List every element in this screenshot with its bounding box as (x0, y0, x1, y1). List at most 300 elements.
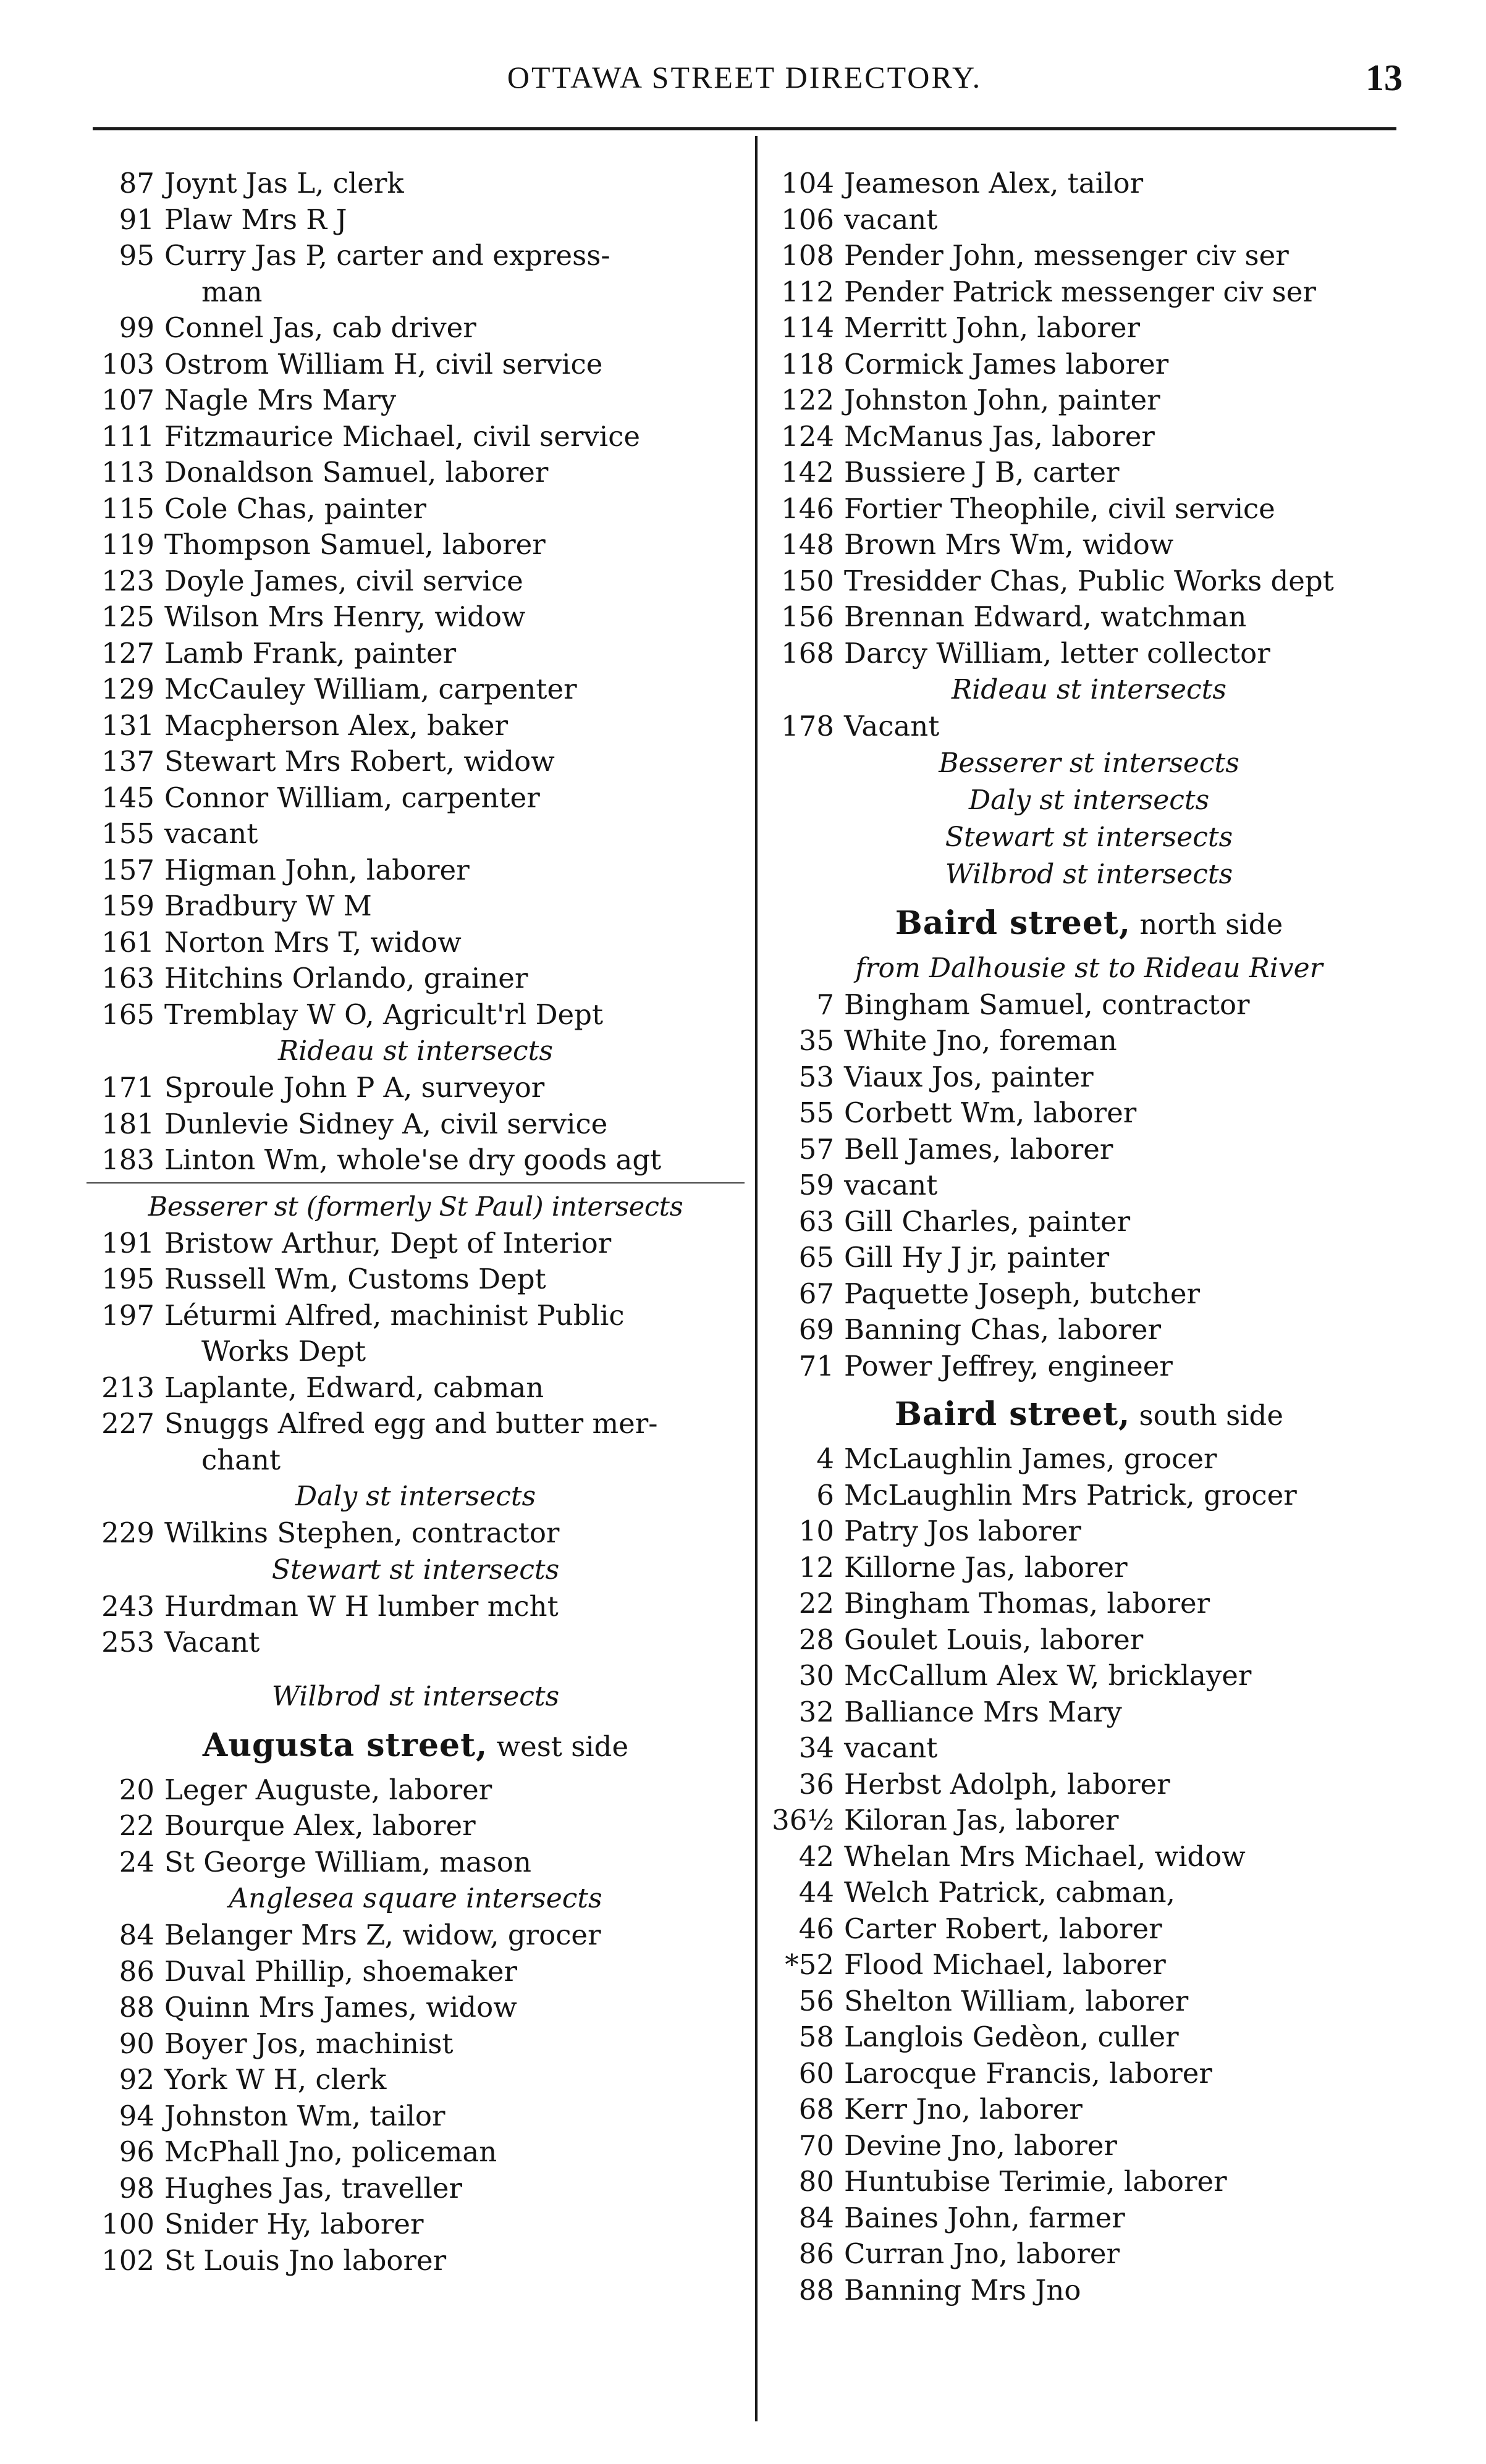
resident-entry: man (201, 275, 263, 308)
directory-entry (87, 997, 745, 1033)
directory-entry (766, 1023, 1412, 1059)
section-rule (87, 1182, 745, 1184)
house-number: *52 (785, 1948, 834, 1981)
directory-entry (766, 1802, 1412, 1839)
house-number: 145 (101, 781, 154, 814)
resident-entry: Higman John, laborer (164, 853, 470, 886)
house-number: 168 (781, 636, 834, 670)
house-number: 119 (101, 528, 154, 561)
directory-entry (766, 1059, 1412, 1096)
house-number: 213 (101, 1371, 154, 1404)
directory-entry (87, 347, 745, 383)
house-number: 114 (781, 311, 834, 344)
directory-entry (766, 1095, 1412, 1132)
resident-entry: Works Dept (201, 1335, 366, 1368)
house-number: 124 (781, 419, 834, 453)
directory-entry (87, 1406, 745, 1442)
house-number: 42 (798, 1840, 834, 1873)
resident-entry: McManus Jas, laborer (844, 419, 1155, 453)
house-number: 104 (781, 167, 834, 200)
resident-entry: Nagle Mrs Mary (164, 384, 397, 416)
directory-entry (87, 1589, 745, 1625)
intersects-note: from Dalhousie st to Rideau River (855, 952, 1323, 984)
directory-entry (766, 202, 1412, 238)
intersects-note: Daly st intersects (968, 784, 1210, 816)
house-number: 56 (798, 1984, 834, 2017)
resident-entry: Gill Hy J jr, painter (844, 1241, 1110, 1274)
house-number: 68 (798, 2093, 834, 2126)
resident-entry: Tremblay W O, Agricult'rl Dept (164, 998, 604, 1031)
directory-entry (766, 709, 1412, 745)
resident-entry: Norton Mrs T, widow (164, 925, 462, 959)
directory-entry (87, 636, 745, 672)
directory-entry (766, 2056, 1412, 2092)
intersects-note: Anglesea square intersects (229, 1883, 602, 1914)
resident-entry: Viaux Jos, painter (844, 1060, 1094, 1093)
spacer (87, 1661, 745, 1678)
house-number: 34 (798, 1731, 834, 1764)
resident-entry: McCallum Alex W, bricklayer (844, 1659, 1252, 1692)
directory-entry (766, 491, 1412, 528)
resident-entry: St Louis Jno laborer (164, 2243, 447, 2277)
house-number: 36 (798, 1767, 834, 1801)
directory-entry (766, 382, 1412, 419)
resident-entry: Jeameson Alex, tailor (844, 167, 1144, 200)
house-number: 115 (101, 492, 154, 525)
resident-entry: McLaughlin James, grocer (844, 1442, 1217, 1475)
house-number: 57 (798, 1132, 834, 1166)
directory-entry (766, 2273, 1412, 2309)
house-number: 183 (101, 1143, 154, 1176)
resident-entry: Ostrom William H, civil service (164, 347, 603, 381)
resident-entry: Whelan Mrs Michael, widow (844, 1840, 1246, 1873)
street-side: south side (1130, 1399, 1283, 1432)
directory-entry (766, 2164, 1412, 2200)
house-number: 7 (816, 988, 834, 1021)
resident-entry: Connel Jas, cab driver (164, 311, 476, 344)
directory-entry (87, 2243, 745, 2279)
house-number: 146 (781, 492, 834, 525)
resident-entry: Boyer Jos, machinist (164, 2027, 454, 2060)
house-number: 80 (798, 2165, 834, 2198)
resident-entry: Paquette Joseph, butcher (844, 1277, 1201, 1310)
resident-entry: Hitchins Orlando, grainer (164, 962, 528, 994)
resident-entry: Bristow Arthur, Dept of Interior (164, 1226, 612, 1259)
resident-entry: Hughes Jas, traveller (164, 2171, 463, 2205)
directory-entry (766, 636, 1412, 672)
directory-entry (87, 166, 745, 202)
house-number: 156 (781, 600, 834, 633)
directory-entry (87, 310, 745, 347)
directory-entry (766, 310, 1412, 347)
right-column (766, 166, 1412, 2308)
directory-entry (766, 1622, 1412, 1659)
directory-entry (766, 1312, 1412, 1348)
resident-entry: Shelton William, laborer (844, 1984, 1189, 2017)
intersects-note: Wilbrod st intersects (945, 858, 1233, 890)
resident-entry: Wilson Mrs Henry, widow (164, 600, 526, 633)
directory-entry (87, 455, 745, 491)
directory-entry (87, 961, 745, 997)
house-number: 6 (816, 1478, 834, 1512)
directory-entry (766, 599, 1412, 636)
directory-entry (87, 238, 745, 274)
directory-entry (87, 1772, 745, 1809)
directory-entry (766, 1167, 1412, 1204)
directory-entry (87, 1142, 745, 1179)
directory-entry (87, 1844, 745, 1881)
resident-entry: Snider Hy, laborer (164, 2208, 424, 2240)
directory-entry (766, 2019, 1412, 2056)
directory-entry (766, 1478, 1412, 1514)
resident-entry: Langlois Gedèon, culler (844, 2020, 1179, 2053)
house-number: 96 (119, 2135, 154, 2168)
house-number: 171 (101, 1071, 154, 1104)
resident-entry: Donaldson Samuel, laborer (164, 456, 549, 489)
directory-entry (87, 1070, 745, 1106)
resident-entry: Russell Wm, Customs Dept (164, 1263, 546, 1295)
house-number: 46 (798, 1912, 834, 1945)
house-number: 60 (798, 2056, 834, 2090)
resident-entry: Bingham Thomas, laborer (844, 1587, 1210, 1620)
intersects-note: Rideau st intersects (278, 1035, 553, 1067)
directory-entry (87, 274, 745, 311)
resident-entry: Thompson Samuel, laborer (164, 528, 546, 561)
house-number: 30 (798, 1659, 834, 1692)
house-number: 100 (101, 2208, 154, 2240)
directory-entry (87, 202, 745, 238)
house-number: 106 (781, 203, 834, 236)
house-number: 92 (119, 2063, 154, 2096)
resident-entry: Curran Jno, laborer (844, 2237, 1120, 2270)
intersects-note: Besserer st (formerly St Paul) intersects (148, 1191, 683, 1222)
resident-entry: Plaw Mrs R J (164, 203, 347, 236)
directory-entry (766, 1911, 1412, 1948)
directory-entry (87, 852, 745, 889)
resident-entry: chant (201, 1443, 281, 1476)
directory-entry (87, 1515, 745, 1552)
house-number: 55 (798, 1096, 834, 1129)
resident-entry: Kerr Jno, laborer (844, 2093, 1083, 2126)
house-number: 107 (101, 384, 154, 416)
resident-entry: Macpherson Alex, baker (164, 709, 509, 742)
house-number: 125 (101, 600, 154, 633)
directory-entry (766, 2200, 1412, 2237)
directory-entry (87, 2206, 745, 2243)
resident-entry: Vacant (844, 710, 940, 742)
intersects-note: Besserer st intersects (939, 747, 1239, 779)
directory-entry (87, 2134, 745, 2171)
directory-entry (87, 491, 745, 528)
house-number: 108 (781, 239, 834, 272)
resident-entry: Duval Phillip, shoemaker (164, 1954, 517, 1988)
house-number: 67 (798, 1277, 834, 1310)
house-number: 88 (119, 1991, 154, 2024)
street-side: north side (1131, 907, 1283, 941)
resident-entry: Herbst Adolph, laborer (844, 1767, 1170, 1801)
house-number: 86 (119, 1954, 154, 1988)
resident-entry: Leger Auguste, laborer (164, 1773, 492, 1806)
page-title: OTTAWA STREET DIRECTORY. (507, 60, 982, 95)
intersects-note: Stewart st intersects (945, 821, 1233, 853)
resident-entry: Brown Mrs Wm, widow (844, 528, 1174, 561)
directory-entry (766, 238, 1412, 274)
directory-entry (87, 708, 745, 744)
house-number: 98 (119, 2171, 154, 2205)
directory-entry (87, 816, 745, 852)
resident-entry: Pender John, messenger civ ser (844, 239, 1289, 272)
house-number: 91 (119, 203, 154, 236)
resident-entry: York W H, clerk (164, 2063, 387, 2096)
directory-entry (87, 2026, 745, 2062)
house-number: 111 (101, 419, 154, 453)
street-heading (766, 897, 1412, 950)
resident-entry: Sproule John P A, surveyor (164, 1071, 545, 1104)
directory-entry (87, 1334, 745, 1370)
directory-entry (766, 987, 1412, 1024)
directory-entry (87, 1261, 745, 1298)
directory-entry (766, 166, 1412, 202)
directory-entry (87, 2098, 745, 2135)
house-number: 4 (816, 1442, 834, 1475)
resident-entry: Carter Robert, laborer (844, 1912, 1162, 1945)
house-number: 227 (101, 1407, 154, 1440)
directory-entry (87, 888, 745, 925)
directory-entry (87, 2171, 745, 2207)
intersects-note: Rideau st intersects (952, 674, 1226, 705)
resident-entry: Wilkins Stephen, contractor (164, 1516, 560, 1549)
house-number: 95 (119, 239, 154, 272)
street-heading (766, 1388, 1412, 1441)
directory-entry (766, 1767, 1412, 1803)
directory-entry (766, 1839, 1412, 1875)
directory-entry (87, 2062, 745, 2098)
house-number: 127 (101, 636, 154, 670)
house-number: 88 (798, 2273, 834, 2306)
house-number: 20 (119, 1773, 154, 1806)
column-divider (755, 136, 758, 2421)
resident-entry: Fortier Theophile, civil service (844, 492, 1275, 525)
resident-entry: Hurdman W H lumber mcht (164, 1589, 559, 1623)
resident-entry: Curry Jas P, carter and express- (164, 239, 610, 272)
house-number: 36½ (772, 1804, 834, 1836)
house-number: 84 (119, 1919, 154, 1951)
house-number: 87 (119, 167, 154, 200)
house-number: 118 (781, 347, 834, 381)
resident-entry: vacant (844, 1731, 938, 1764)
resident-entry: Vacant (164, 1626, 260, 1659)
directory-entry (766, 1586, 1412, 1622)
house-number: 112 (781, 275, 834, 308)
house-number: 142 (781, 456, 834, 489)
house-number: 103 (101, 347, 154, 381)
page-number: 13 (1366, 57, 1403, 98)
directory-entry (766, 1550, 1412, 1586)
house-number: 159 (101, 889, 154, 922)
resident-entry: Banning Chas, laborer (844, 1313, 1162, 1346)
resident-entry: Larocque Francis, laborer (844, 2056, 1212, 2090)
directory-entry (766, 1276, 1412, 1313)
directory-entry (766, 455, 1412, 491)
house-number: 122 (781, 384, 834, 416)
house-number: 150 (781, 564, 834, 597)
house-number: 90 (119, 2027, 154, 2060)
resident-entry: vacant (844, 1169, 938, 1201)
street-name: Baird street, (895, 904, 1131, 942)
directory-entry (87, 599, 745, 636)
directory-entry (766, 1513, 1412, 1550)
resident-entry: Balliance Mrs Mary (844, 1695, 1122, 1728)
street-name: Baird street, (894, 1395, 1131, 1433)
house-number: 229 (101, 1516, 154, 1549)
house-number: 155 (101, 817, 154, 850)
resident-entry: St George William, mason (164, 1845, 531, 1878)
house-number: 70 (798, 2129, 834, 2162)
directory-entry (766, 2128, 1412, 2164)
house-number: 181 (101, 1107, 154, 1140)
directory-entry (766, 1947, 1412, 1983)
house-number: 197 (101, 1298, 154, 1332)
directory-entry (766, 274, 1412, 311)
resident-entry: McPhall Jno, policeman (164, 2135, 497, 2168)
house-number: 129 (101, 673, 154, 705)
street-name: Augusta street, (202, 1726, 488, 1764)
directory-entry (87, 1625, 745, 1661)
house-number: 163 (101, 962, 154, 994)
resident-entry: Power Jeffrey, engineer (844, 1349, 1173, 1382)
directory-entry (87, 1808, 745, 1844)
resident-entry: Goulet Louis, laborer (844, 1623, 1144, 1656)
resident-entry: Johnston Wm, tailor (164, 2099, 445, 2132)
directory-entry (87, 1298, 745, 1334)
intersects-note: Stewart st intersects (271, 1554, 560, 1586)
resident-entry: Bourque Alex, laborer (164, 1809, 476, 1842)
directory-entry (766, 347, 1412, 383)
resident-entry: Merritt John, laborer (844, 311, 1141, 344)
resident-entry: Patry Jos laborer (844, 1515, 1081, 1547)
house-number: 243 (101, 1589, 154, 1623)
house-number: 165 (101, 998, 154, 1031)
house-number: 44 (798, 1876, 834, 1909)
house-number: 10 (798, 1515, 834, 1547)
resident-entry: Banning Mrs Jno (844, 2273, 1081, 2306)
resident-entry: Brennan Edward, watchman (844, 600, 1247, 633)
directory-entry (766, 563, 1412, 600)
directory-entry (87, 925, 745, 961)
house-number: 32 (798, 1695, 834, 1728)
resident-entry: vacant (844, 203, 938, 236)
intersects-note: Daly st intersects (295, 1481, 536, 1512)
house-number: 71 (798, 1349, 834, 1382)
resident-entry: Cormick James laborer (844, 347, 1169, 381)
resident-entry: Devine Jno, laborer (844, 2129, 1117, 2162)
house-number: 191 (101, 1226, 154, 1259)
house-number: 113 (101, 456, 154, 489)
directory-entry (766, 1441, 1412, 1478)
house-number: 84 (798, 2201, 834, 2234)
directory-entry (766, 2236, 1412, 2273)
resident-entry: Welch Patrick, cabman, (844, 1876, 1175, 1909)
directory-entry (87, 1990, 745, 2026)
resident-entry: Dunlevie Sidney A, civil service (164, 1107, 608, 1140)
directory-entry (87, 1954, 745, 1990)
resident-entry: Lamb Frank, painter (164, 636, 457, 670)
house-number: 131 (101, 709, 154, 742)
resident-entry: Pender Patrick messenger civ ser (844, 275, 1316, 308)
street-heading (87, 1719, 745, 1772)
resident-entry: Léturmi Alfred, machinist Public (164, 1298, 625, 1332)
directory-entry (766, 419, 1412, 455)
resident-entry: Connor William, carpenter (164, 781, 540, 814)
directory-entry (766, 1240, 1412, 1276)
directory-entry (766, 1348, 1412, 1385)
directory-entry (766, 1875, 1412, 1911)
house-number: 99 (119, 311, 154, 344)
resident-entry: Bell James, laborer (844, 1132, 1113, 1166)
resident-entry: Gill Charles, painter (844, 1205, 1131, 1238)
house-number: 59 (798, 1169, 834, 1201)
directory-entry (766, 1983, 1412, 2020)
resident-entry: Killorne Jas, laborer (844, 1550, 1128, 1584)
house-number: 63 (798, 1205, 834, 1238)
resident-entry: Bingham Samuel, contractor (844, 988, 1250, 1021)
resident-entry: Snuggs Alfred egg and butter mer- (164, 1407, 658, 1440)
directory-entry (87, 1106, 745, 1143)
directory-entry (87, 382, 745, 419)
resident-entry: Bradbury W M (164, 889, 372, 922)
house-number: 161 (101, 925, 154, 959)
resident-entry: vacant (164, 817, 258, 850)
house-number: 148 (781, 528, 834, 561)
resident-entry: Huntubise Terimie, laborer (844, 2165, 1227, 2198)
house-number: 53 (798, 1060, 834, 1093)
directory-entry (766, 1132, 1412, 1168)
running-header (87, 59, 1403, 109)
house-number: 28 (798, 1623, 834, 1656)
resident-entry: Doyle James, civil service (164, 564, 523, 597)
resident-entry: Darcy William, letter collector (844, 636, 1270, 670)
house-number: 65 (798, 1241, 834, 1274)
house-number: 178 (781, 710, 834, 742)
resident-entry: Tresidder Chas, Public Works dept (844, 564, 1334, 597)
house-number: 102 (101, 2243, 154, 2277)
house-number: 12 (798, 1550, 834, 1584)
directory-entry (87, 527, 745, 563)
resident-entry: Quinn Mrs James, widow (164, 1991, 517, 2024)
directory-entry (766, 1658, 1412, 1694)
directory-entry (87, 1370, 745, 1406)
directory-entry (766, 527, 1412, 563)
house-number: 86 (798, 2237, 834, 2270)
directory-entry (766, 1694, 1412, 1731)
directory-entry (766, 1730, 1412, 1767)
resident-entry: Kiloran Jas, laborer (844, 1804, 1119, 1836)
directory-entry (87, 1917, 745, 1954)
resident-entry: Baines John, farmer (844, 2201, 1125, 2234)
house-number: 157 (101, 853, 154, 886)
resident-entry: Bussiere J B, carter (844, 456, 1120, 489)
resident-entry: Johnston John, painter (844, 384, 1160, 416)
house-number: 137 (101, 745, 154, 778)
left-column (87, 166, 745, 2279)
house-number: 58 (798, 2020, 834, 2053)
directory-entry (87, 780, 745, 817)
house-number: 35 (798, 1024, 834, 1057)
resident-entry: Laplante, Edward, cabman (164, 1371, 544, 1404)
house-number: 94 (119, 2099, 154, 2132)
resident-entry: Cole Chas, painter (164, 492, 427, 525)
house-number: 253 (101, 1626, 154, 1659)
